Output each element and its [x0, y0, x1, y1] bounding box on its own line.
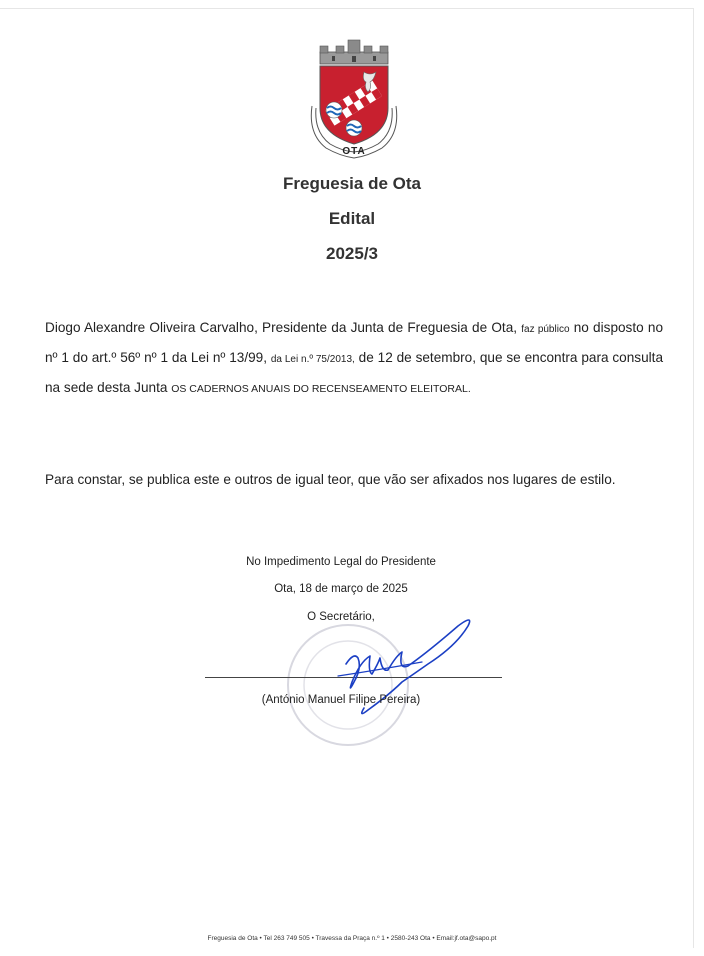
- closing-paragraph: Para constar, se publica este e outros de igual teor, que vão ser afixados nos lugares de estilo.: [45, 472, 616, 487]
- notice-part-6: OS CADERNOS ANUAIS DO RECENSEAMENTO ELEITORAL.: [171, 383, 471, 395]
- notice-paragraph: [45, 314, 663, 403]
- footer-contact: Freguesia de Ota • Tel 263 749 505 • Travessa da Praça n.º 1 • 2580-243 Ota • Email:jf.ota@sapo.pt: [207, 935, 497, 942]
- signatory-role: O Secretário,: [307, 611, 375, 623]
- notice-part-2: faz público: [521, 324, 570, 335]
- notice-part-1: Diogo Alexandre Oliveira Carvalho, Presidente da Junta de Freguesia de Ota,: [45, 320, 518, 335]
- place-date: Ota, 18 de março de 2025: [274, 583, 408, 595]
- signatory-name: (António Manuel Filipe Pereira): [261, 694, 421, 706]
- impediment-note: No Impedimento Legal do Presidente: [246, 556, 436, 568]
- crest-label: OTA: [342, 146, 366, 157]
- notice-part-3: no disposto no nº 1 do art.º 56º nº 1 da Lei nº 13/99,: [45, 320, 664, 365]
- notice-part-4: da Lei n.º 75/2013,: [270, 354, 355, 365]
- document-type: Edital: [328, 209, 376, 228]
- parish-title: Freguesia de Ota: [283, 174, 421, 193]
- notice-part-5: de 12 de setembro, que se encontra para consulta na sede desta Junta: [45, 350, 664, 395]
- page-edge-right: [693, 8, 694, 948]
- document-number: 2025/3: [326, 244, 378, 263]
- page-edge-top: [0, 8, 693, 9]
